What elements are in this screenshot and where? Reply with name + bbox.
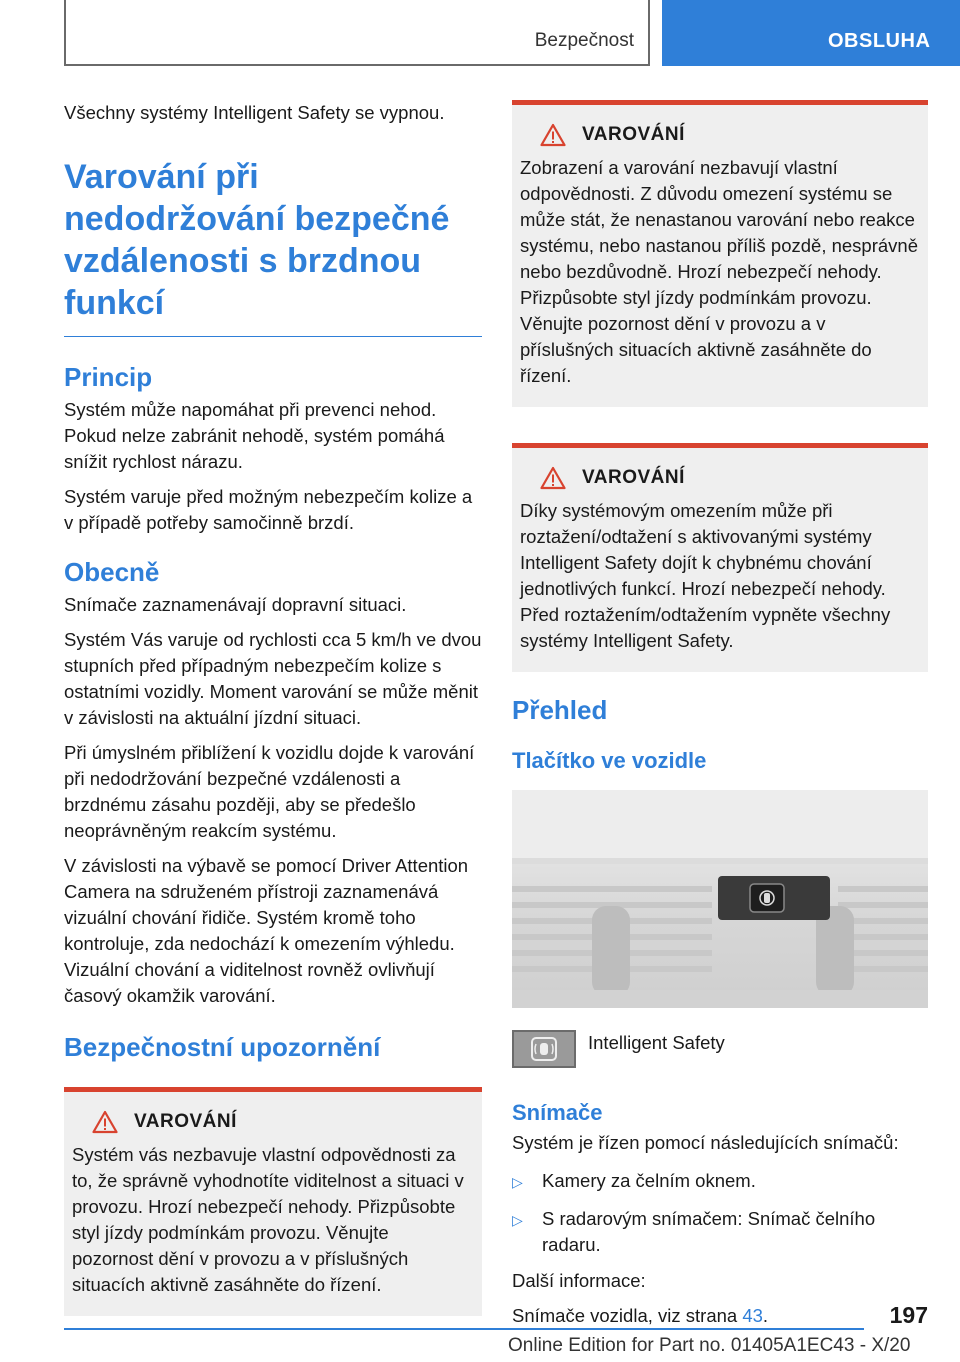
icon-legend-label: Intelligent Safety xyxy=(588,1032,725,1053)
header-section-box xyxy=(64,0,650,66)
car-safety-icon xyxy=(529,1036,559,1062)
footer-edition: Online Edition for Part no. 01405A1EC43 - X/20 xyxy=(508,1335,911,1356)
warning-box xyxy=(64,1087,482,1316)
warning-label: VAROVÁNÍ xyxy=(582,467,685,488)
list-item-text: S radarovým snímačem: Snímač čelního radaru. xyxy=(542,1208,876,1255)
list-item xyxy=(512,1168,928,1196)
warning-text: Zobrazení a varování nezbavují vlastní odpovědnosti. Z důvodu omezení systému se může stát, že nenastanou varování nebo reakce systému, nebo nastanou příliš pozdě, nesprávně nebo bezdůvodně. Hrozí nebezpečí nehody. Přizpůsobte styl jízdy podmínkám provozu. Věnujte pozornost dění v provozu a v příslušných situacích aktivně zasáhněte do řízení. xyxy=(520,157,918,386)
general-paragraph: Systém Vás varuje od rychlosti cca 5 km/h ve dvou stupních před případným nebezpečím kolize s ostatními vozidly. Moment varování se může měnit v závislosti na aktuální jízdní situaci. xyxy=(64,629,482,728)
principle-heading: Princip xyxy=(64,362,153,392)
right-column xyxy=(512,100,928,1338)
cross-reference-text: Snímače vozidla, viz strana xyxy=(512,1305,743,1326)
list-item xyxy=(512,1206,928,1258)
overview-heading: Přehled xyxy=(512,695,608,725)
warning-triangle-icon xyxy=(540,123,566,147)
header-chapter-title: OBSLUHA xyxy=(828,30,931,52)
dashboard-vent-illustration xyxy=(512,790,928,1008)
warning-header xyxy=(92,1108,474,1136)
bullet-triangle-icon: ▷ xyxy=(512,1212,523,1228)
vehicle-button-photo xyxy=(512,790,928,1008)
button-heading: Tlačítko ve vozidle xyxy=(512,748,707,773)
more-info-label: Další informace: xyxy=(512,1270,646,1291)
warning-box xyxy=(512,443,928,672)
sensors-heading: Snímače xyxy=(512,1100,603,1125)
warning-label: VAROVÁNÍ xyxy=(582,124,685,145)
page-number: 197 xyxy=(889,1302,928,1328)
safety-heading: Bezpečnostní upozornění xyxy=(64,1032,381,1062)
principle-paragraph: Systém varuje před možným nebezpečím kolize a v případě potřeby samočinně brzdí. xyxy=(64,486,473,533)
warning-label: VAROVÁNÍ xyxy=(134,1111,237,1132)
general-paragraph: V závislosti na výbavě se pomocí Driver Attention Camera na sdruženém přístroji zaznamenává vizuální chování řidiče. Systém kromě toho kontroluje, zda nedochází k omezením výhledu. Vizuální chování a viditelnost rovněž ovlivňují časový okamžik varování. xyxy=(64,855,469,1006)
icon-legend-row xyxy=(512,1030,928,1068)
general-paragraph: Při úmyslném přiblížení k vozidlu dojde k varování při nedodržování bezpečné vzdálenosti a brzdnému zásahu později, aby se předešlo neoprávněným reakcím systému. xyxy=(64,742,475,841)
general-paragraph: Snímače zaznamenávají dopravní situaci. xyxy=(64,594,407,615)
intro-text: Všechny systémy Intelligent Safety se vypnou. xyxy=(64,102,445,123)
principle-paragraph: Systém může napomáhat při prevenci nehod. Pokud nelze zabránit nehodě, systém pomáhá snížit rychlost nárazu. xyxy=(64,399,445,472)
warning-header xyxy=(540,464,920,492)
warning-text: Systém vás nezbavuje vlastní odpovědnosti za to, že správně vyhodnotíte viditelnost a situaci v provozu. Hrozí nebezpečí nehody. Přizpůsobte styl jízdy podmínkám provozu. Věnujte pozornost dění v provozu a v příslušných situacích aktivně zasáhněte do řízení. xyxy=(72,1144,464,1295)
general-heading: Obecně xyxy=(64,557,160,587)
left-column xyxy=(64,100,482,1316)
warning-triangle-icon xyxy=(540,466,566,490)
cross-reference xyxy=(512,1303,928,1329)
sensors-intro: Systém je řízen pomocí následujících snímačů: xyxy=(512,1132,899,1153)
header-chapter-tab xyxy=(662,0,960,66)
cross-reference-end: . xyxy=(762,1305,769,1326)
sensors-list xyxy=(512,1168,928,1258)
intelligent-safety-button-icon xyxy=(512,1030,576,1068)
warning-text: Díky systémovým omezením může při roztažení/odtažení s aktivovanými systémy Intelligent Safety dojít k chybnému chování jednotlivých funkcí. Hrozí nebezpečí nehody. Před roztažením/odtažením vypněte všechny systémy Intelligent Safety. xyxy=(520,500,891,651)
page-link[interactable]: 43 xyxy=(742,1305,763,1326)
footer-rule xyxy=(64,1328,864,1330)
header-section-title: Bezpečnost xyxy=(534,30,634,51)
list-item-text: Kamery za čelním oknem. xyxy=(542,1170,756,1191)
bullet-triangle-icon: ▷ xyxy=(512,1174,523,1190)
warning-box xyxy=(512,100,928,407)
warning-header xyxy=(540,121,920,149)
warning-triangle-icon xyxy=(92,1110,118,1134)
page-title: Varování při nedodržování bezpečné vzdálenosti s brzdnou funkcí xyxy=(64,156,482,337)
